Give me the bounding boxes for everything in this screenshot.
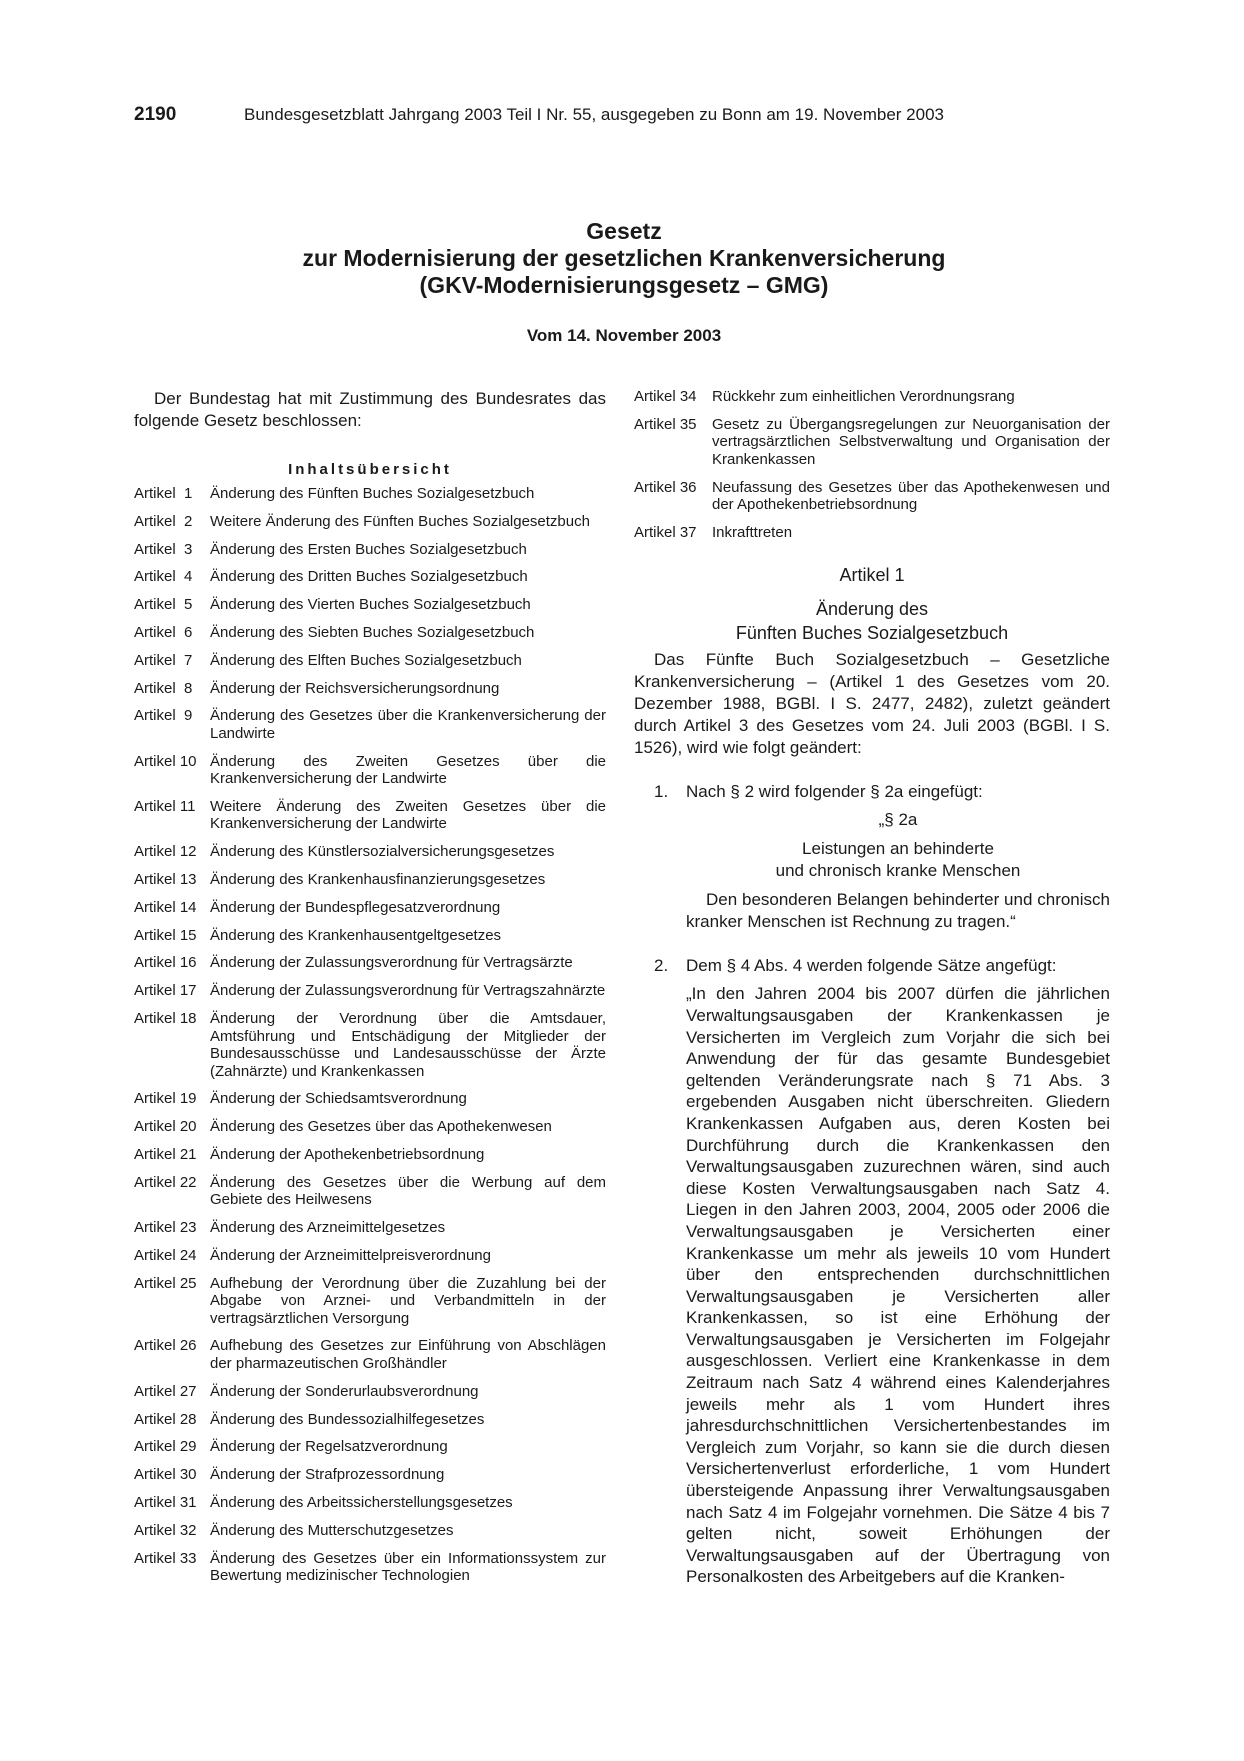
toc-article-title: Änderung des Zweiten Gesetzes über die Krankenversicherung der Landwirte (210, 752, 606, 788)
toc-item (134, 1275, 606, 1328)
toc-article-title: Änderung der Bundespflegesatzverordnung (210, 898, 501, 916)
item-number: 2. (654, 956, 669, 976)
law-date: Vom 14. November 2003 (526, 326, 722, 345)
toc-article-number: Artikel 9 (134, 707, 193, 725)
toc-item (134, 753, 606, 788)
toc-item (134, 1522, 606, 1540)
page-header (134, 104, 1114, 130)
toc-list-left (134, 485, 606, 1585)
enactment-formula: Der Bundestag hat mit Zustimmung des Bundesrates das folgende Gesetz beschlossen: (134, 389, 606, 430)
toc-item (134, 624, 606, 642)
item-text: Dem § 4 Abs. 4 werden folgende Sätze angefügt: (686, 956, 1057, 976)
toc-item (134, 1438, 606, 1456)
toc-article-number: Artikel 22 (134, 1173, 197, 1191)
toc-article-title: Änderung der Schiedsamtsverordnung (210, 1090, 467, 1108)
toc-article-title: Rückkehr zum einheitlichen Verordnungsrang (712, 388, 1015, 405)
toc-article-title: Änderung des Gesetzes über die Krankenversicherung der Landwirte (210, 707, 606, 742)
toc-item (134, 982, 606, 1000)
section-title-line-1: Leistungen an behinderte (802, 839, 994, 859)
article-1-heading: Artikel 1 (839, 565, 905, 586)
toc-item (134, 871, 606, 889)
toc-article-number: Artikel 15 (134, 926, 197, 944)
toc-heading: Inhaltsübersicht (288, 461, 452, 478)
toc-article-number: Artikel 34 (634, 388, 697, 405)
toc-article-number: Artikel 13 (134, 871, 197, 889)
amendment-item-1 (634, 781, 1110, 933)
amendment-item-2 (634, 955, 1110, 1588)
toc-article-number: Artikel 19 (134, 1090, 197, 1108)
section-body: Den besonderen Belangen behinderter und chronisch kranker Menschen ist Rechnung zu tragen.“ (686, 890, 1110, 932)
toc-article-title: Aufhebung des Gesetzes zur Einführung von Abschlägen der pharmazeutischen Großhändler (210, 1337, 606, 1372)
toc-article-number: Artikel 8 (134, 679, 193, 697)
toc-article-number: Artikel 10 (134, 752, 197, 770)
toc-article-title: Änderung der Arzneimittelpreisverordnung (210, 1246, 491, 1264)
toc-item (134, 596, 606, 614)
toc-item (134, 652, 606, 670)
toc-article-title: Änderung des Fünften Buches Sozialgesetzbuch (210, 485, 535, 502)
toc-article-number: Artikel 35 (634, 415, 697, 433)
toc-article-title: Änderung der Strafprozessordnung (210, 1466, 445, 1484)
toc-article-number: Artikel 2 (134, 512, 193, 530)
right-column (634, 388, 1110, 1588)
title-line-3: (GKV-Modernisierungsgesetz – GMG) (419, 272, 829, 298)
toc-article-number: Artikel 28 (134, 1410, 197, 1428)
toc-item (134, 1174, 606, 1209)
toc-article-title: Änderung des Mutterschutzgesetzes (210, 1521, 454, 1539)
toc-article-number: Artikel 4 (134, 568, 193, 586)
page-number: 2190 (134, 104, 177, 125)
toc-item (134, 843, 606, 861)
toc-item (634, 416, 1110, 469)
article-1-intro: Das Fünfte Buch Sozialgesetzbuch – Gesetzliche Krankenversicherung – (Artikel 1 des Gesetzes vom 20. Dezember 1988, BGBl. I S. 2477, 2482), zuletzt geändert durch Artikel 3 des Gesetzes vom 24. Juli 2003 (BGBl. I S. 1526), wird wie folgt geändert: (634, 650, 1110, 758)
toc-item (134, 1219, 606, 1237)
section-title-line-2: und chronisch kranke Menschen (775, 861, 1021, 881)
toc-article-title: Änderung der Apothekenbetriebsordnung (210, 1145, 485, 1163)
title-line-2: zur Modernisierung der gesetzlichen Krankenversicherung (302, 245, 946, 271)
toc-article-title: Gesetz zu Übergangsregelungen zur Neuorganisation der vertragsärztlichen Selbstverwaltung und Organisation der Krankenkassen (712, 415, 1110, 468)
toc-article-title: Änderung der Sonderurlaubsverordnung (210, 1382, 479, 1400)
toc-article-number: Artikel 30 (134, 1466, 197, 1484)
toc-article-title: Änderung der Verordnung über die Amtsdauer, Amtsführung und Entschädigung der Mitglieder der Bundesausschüsse und Landesausschüsse der Ärzte (Zahnärzte) und Krankenkassen (210, 1010, 606, 1080)
law-title (134, 218, 1114, 299)
toc-article-title: Neufassung des Gesetzes über das Apothekenwesen und der Apothekenbetriebsordnung (712, 478, 1110, 514)
inserted-sentences: „In den Jahren 2004 bis 2007 dürfen die jährlichen Verwaltungsausgaben der Krankenkassen je Versicherten im Vergleich zum Vorjahr die sich bei Anwendung der für das gesamte Bundesgebiet geltenden Veränderungsrate nach § 71 Abs. 3 ergebenden Ausgaben nicht überschreiten. Gliedern Krankenkassen Aufgaben aus, deren Kosten bei Durchführung durch die Krankenkassen den Verwaltungsausgaben zuzurechnen wären, sind auch diese Kosten Verwaltungsausgaben nach Satz 4. Liegen in den Jahren 2003, 2004, 2005 oder 2006 die Verwaltungsausgaben je Versicherten einer Krankenkasse um mehr als jeweils 10 vom Hundert über den entsprechenden durchschnittlichen Verwaltungsausgaben je Versicherten aller Krankenkassen, so ist eine Erhöhung der Verwaltungsausgaben je Versicherten im Folgejahr ausgeschlossen. Verliert eine Krankenkasse in dem Zeitraum nach Satz 4 während eines Kalenderjahres jeweils mehr als 1 vom Hundert ihres jahresdurchschnittlichen Versichertenbestandes im Vergleich zum Vorjahr, so kann sie die durch diesen Versichertenverlust erforderliche, 1 vom Hundert übersteigende Anpassung ihrer Verwaltungsausgaben nach Satz 4 im Folgejahr vornehmen. Die Sätze 4 bis 7 gelten nicht, soweit Erhöhungen der Verwaltungsausgaben auf der Übertragung von Personalkosten des Arbeitgebers auf die Kranken- (686, 984, 1110, 1587)
toc-article-number: Artikel 11 (134, 797, 196, 815)
toc-item (134, 954, 606, 972)
toc-article-title: Änderung des Bundessozialhilfegesetzes (210, 1410, 485, 1428)
toc-item (134, 1010, 606, 1080)
toc-article-title: Änderung der Regelsatzverordnung (210, 1438, 448, 1456)
toc-article-title: Änderung des Künstlersozialversicherungsgesetzes (210, 843, 555, 861)
toc-article-number: Artikel 1 (134, 485, 193, 502)
toc-item (134, 1550, 606, 1585)
toc-article-number: Artikel 25 (134, 1274, 197, 1292)
toc-item (134, 1337, 606, 1372)
toc-article-title: Inkrafttreten (712, 523, 793, 541)
toc-article-title: Änderung des Gesetzes über das Apothekenwesen (210, 1118, 552, 1136)
toc-article-number: Artikel 31 (134, 1493, 197, 1511)
toc-item (134, 1118, 606, 1136)
toc-article-title: Aufhebung der Verordnung über die Zuzahlung bei der Abgabe von Arznei- und Verbandmitteln in der vertragsärztlichen Versorgung (210, 1274, 606, 1327)
toc-article-title: Änderung des Arbeitssicherstellungsgesetzes (210, 1493, 513, 1511)
toc-article-number: Artikel 12 (134, 843, 197, 861)
toc-article-number: Artikel 5 (134, 596, 193, 614)
section-number: „§ 2a (878, 810, 918, 830)
toc-article-title: Änderung des Siebten Buches Sozialgesetzbuch (210, 623, 535, 641)
running-head: Bundesgesetzblatt Jahrgang 2003 Teil I Nr. 55, ausgegeben zu Bonn am 19. November 2003 (244, 105, 944, 124)
toc-article-number: Artikel 27 (134, 1382, 197, 1400)
toc-article-title: Änderung des Vierten Buches Sozialgesetzbuch (210, 596, 531, 614)
toc-item (634, 388, 1110, 406)
toc-article-title: Änderung des Ersten Buches Sozialgesetzbuch (210, 540, 527, 558)
left-column (134, 388, 606, 1585)
toc-article-number: Artikel 29 (134, 1438, 197, 1456)
toc-article-title: Änderung der Zulassungsverordnung für Vertragsärzte (210, 954, 573, 972)
toc-article-title: Änderung des Krankenhausentgeltgesetzes (210, 926, 502, 944)
item-text: Nach § 2 wird folgender § 2a eingefügt: (686, 782, 983, 802)
toc-item (134, 1494, 606, 1512)
toc-article-number: Artikel 26 (134, 1337, 197, 1355)
article-1-title-line-1: Änderung des (815, 599, 929, 620)
toc-article-number: Artikel 17 (134, 982, 197, 1000)
toc-article-number: Artikel 32 (134, 1521, 197, 1539)
toc-article-title: Änderung des Krankenhausfinanzierungsgesetzes (210, 871, 546, 889)
toc-article-number: Artikel 3 (134, 540, 193, 558)
toc-item (134, 485, 606, 503)
toc-item (634, 524, 1110, 542)
title-line-1: Gesetz (586, 218, 662, 244)
toc-item (634, 479, 1110, 514)
toc-article-number: Artikel 23 (134, 1219, 197, 1237)
toc-article-title: Änderung der Reichsversicherungsordnung (210, 679, 500, 697)
toc-item (134, 1466, 606, 1484)
toc-article-title: Änderung des Gesetzes über die Werbung auf dem Gebiete des Heilwesens (210, 1173, 606, 1209)
toc-article-number: Artikel 16 (134, 954, 197, 972)
toc-article-number: Artikel 14 (134, 898, 197, 916)
toc-article-title: Änderung des Elften Buches Sozialgesetzbuch (210, 651, 522, 669)
toc-article-number: Artikel 18 (134, 1010, 197, 1028)
toc-item (134, 899, 606, 917)
toc-article-title: Änderung der Zulassungsverordnung für Vertragszahnärzte (210, 982, 606, 1000)
section-title (686, 838, 1110, 882)
toc-item (134, 798, 606, 833)
toc-item (134, 927, 606, 945)
toc-article-title: Änderung des Dritten Buches Sozialgesetzbuch (210, 568, 528, 586)
toc-list-right (634, 388, 1110, 541)
toc-item (134, 1146, 606, 1164)
toc-item (134, 1383, 606, 1401)
toc-article-number: Artikel 6 (134, 623, 193, 641)
toc-article-number: Artikel 33 (134, 1549, 197, 1567)
toc-article-title: Änderung des Gesetzes über ein Informationssystem zur Bewertung medizinischer Technologien (210, 1549, 606, 1584)
toc-item (134, 541, 606, 559)
toc-article-number: Artikel 24 (134, 1246, 197, 1264)
toc-article-title: Weitere Änderung des Zweiten Gesetzes über die Krankenversicherung der Landwirte (210, 797, 606, 833)
article-1-title-line-2: Fünften Buches Sozialgesetzbuch (735, 623, 1009, 644)
toc-article-title: Weitere Änderung des Fünften Buches Sozialgesetzbuch (210, 512, 590, 530)
toc-item (134, 680, 606, 698)
toc-item (134, 707, 606, 742)
toc-item (134, 513, 606, 531)
toc-item (134, 1247, 606, 1265)
toc-article-number: Artikel 7 (134, 651, 193, 669)
toc-article-number: Artikel 37 (634, 523, 697, 541)
toc-article-number: Artikel 21 (134, 1145, 197, 1163)
toc-article-number: Artikel 20 (134, 1118, 197, 1136)
toc-article-number: Artikel 36 (634, 478, 697, 496)
item-number: 1. (654, 782, 669, 802)
toc-item (134, 568, 606, 586)
toc-item (134, 1090, 606, 1108)
toc-article-title: Änderung des Arzneimittelgesetzes (210, 1219, 446, 1237)
toc-item (134, 1411, 606, 1429)
